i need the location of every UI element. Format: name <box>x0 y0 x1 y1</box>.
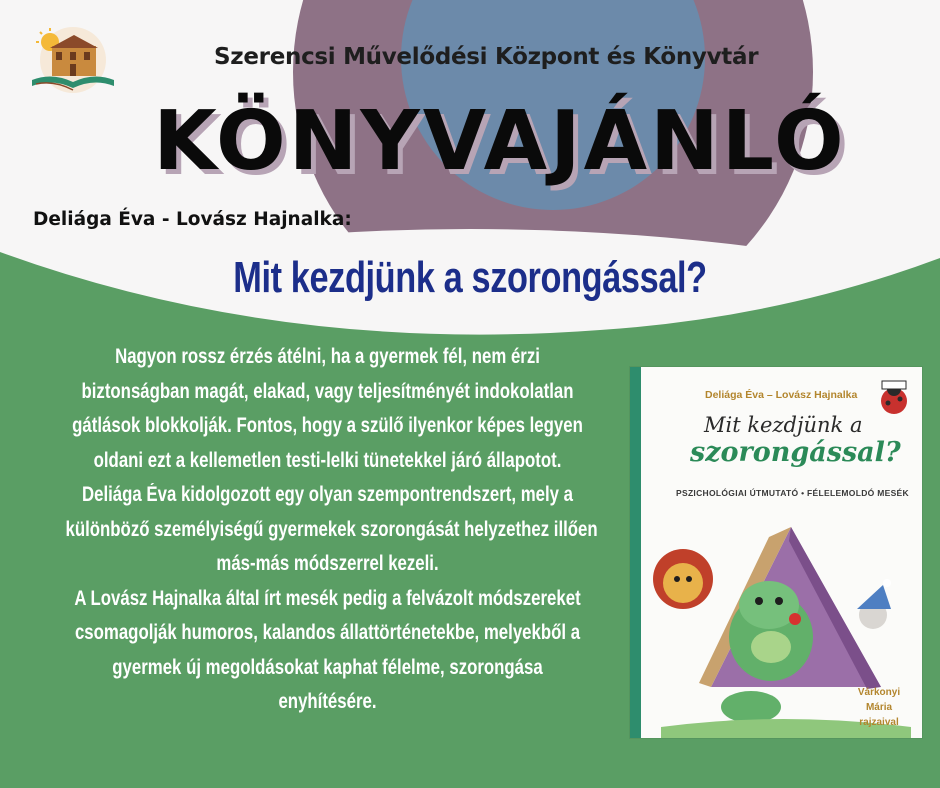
description-line: biztonságban magát, elakad, vagy teljesítményét indokolatlan <box>81 379 574 403</box>
cover-illustrator-name: Várkonyi Mária <box>857 687 901 713</box>
description-line: Nagyon rossz érzés átélni, ha a gyermek fél, nem érzi <box>115 345 540 368</box>
book-title: Mit kezdjünk a szorongással? <box>233 253 707 302</box>
cover-authors: Deliága Éva – Lovász Hajnalka <box>705 389 858 401</box>
description-line: gátlások blokkolják. Fontos, hogy a szülő ilyenkor képes legyen <box>72 414 583 437</box>
organization-name: Szerencsi Művelődési Központ és Könyvtár <box>214 44 759 70</box>
description-line: gyermek új megoldásokat kaphat félelme, szorongása <box>112 655 543 679</box>
ladybug-icon <box>874 377 914 417</box>
cover-title-line1: Mit kezdjünk a <box>704 413 863 437</box>
cover-subtitle: PSZICHOLÓGIAI ÚTMUTATÓ • FÉLELEMOLDÓ MESÉK <box>676 488 909 498</box>
description-line: különböző személyiségű gyermekek szorongását helyzethez illően <box>65 517 598 541</box>
page-headline: KÖNYVAJÁNLÓ <box>153 94 847 189</box>
cover-title-line2: szorongással? <box>690 437 901 468</box>
cover-illustrator <box>844 685 914 730</box>
description-line: oldani ezt a kellemetlen testi-lelki tünetekkel járó állapotot. <box>93 448 562 472</box>
description-line: Deliága Éva kidolgozott egy olyan szempontrendszert, mely a <box>81 483 574 506</box>
description-line: enyhítésére. <box>278 690 377 713</box>
library-logo <box>26 24 120 100</box>
book-cover <box>630 367 922 738</box>
book-description <box>0 340 655 720</box>
description-line: A Lovász Hajnalka által írt mesék pedig a felvázolt módszereket <box>74 586 581 610</box>
book-authors: Deliága Éva - Lovász Hajnalka: <box>33 209 352 230</box>
description-line: csomagolják humoros, kalandos állattörténetekbe, melyekből a <box>74 621 581 644</box>
cover-spine-stripe <box>630 367 641 738</box>
cover-illustrator-note: rajzaival <box>859 717 899 728</box>
description-line: más-más módszerrel kezeli. <box>216 552 439 575</box>
